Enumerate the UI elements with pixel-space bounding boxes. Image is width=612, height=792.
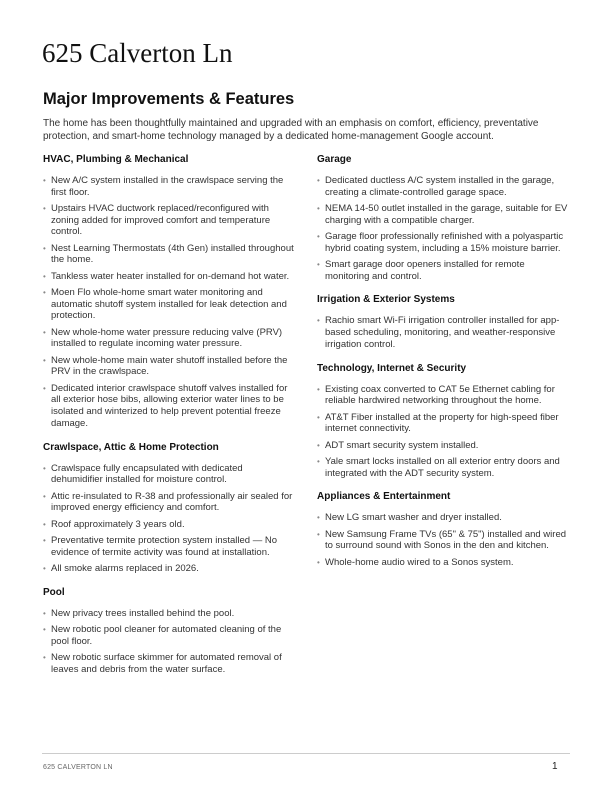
list-item: • New robotic pool cleaner for automated cleaning of the pool floor. <box>43 624 295 647</box>
list-item: • ADT smart security system installed. <box>317 440 569 452</box>
list-item: • Dedicated ductless A/C system installed in the garage, creating a climate-controlled garage space. <box>317 175 569 198</box>
list-item: • Attic re-insulated to R-38 and professionally air sealed for improved energy efficiency and comfort. <box>43 491 295 514</box>
list-item: • Whole-home audio wired to a Sonos system. <box>317 557 569 569</box>
bullet-list <box>317 315 569 350</box>
list-item: • Smart garage door openers installed for remote monitoring and control. <box>317 259 569 282</box>
bullet-list <box>317 512 569 568</box>
intro-paragraph: The home has been thoughtfully maintained and upgraded with an emphasis on comfort, efficiency, preventative protection, and smart-home technology managed by a dedicated home-management Google account. <box>43 118 539 142</box>
group-heading: Appliances & Entertainment <box>317 491 451 503</box>
group-garage <box>317 153 569 282</box>
page-number: 1 <box>552 761 558 772</box>
bullet-list <box>43 463 295 575</box>
footer-label: 625 CALVERTON LN <box>43 764 113 771</box>
group-heading: Irrigation & Exterior Systems <box>317 294 455 306</box>
right-column <box>317 153 569 579</box>
list-item: • Upstairs HVAC ductwork replaced/reconfigured with zoning added for improved comfort and temperature control. <box>43 203 295 238</box>
list-item: • Existing coax converted to CAT 5e Ethernet cabling for reliable hardwired networking throughout the home. <box>317 384 569 407</box>
list-item: • New LG smart washer and dryer installed. <box>317 512 569 524</box>
list-item: • New robotic surface skimmer for automated removal of leaves and debris from the water surface. <box>43 652 295 675</box>
list-item: • New privacy trees installed behind the pool. <box>43 608 295 620</box>
group-heading: HVAC, Plumbing & Mechanical <box>43 154 189 165</box>
list-item: • All smoke alarms replaced in 2026. <box>43 563 295 575</box>
list-item: • Crawlspace fully encapsulated with dedicated dehumidifier installed for moisture control. <box>43 463 295 486</box>
group-pool <box>43 586 295 676</box>
list-item: • Moen Flo whole-home smart water monitoring and automatic shutoff system installed for leak detection and protection. <box>43 287 295 322</box>
list-item: • New A/C system installed in the crawlspace serving the first floor. <box>43 175 295 198</box>
group-irrigation <box>317 293 569 350</box>
group-heading: Garage <box>317 154 352 165</box>
group-heading: Crawlspace, Attic & Home Protection <box>43 441 219 453</box>
section-heading: Major Improvements & Features <box>43 90 295 108</box>
list-item: • New Samsung Frame TVs (65" & 75") installed and wired to surround sound with Sonos in the den and kitchen. <box>317 529 569 552</box>
bullet-list <box>317 384 569 480</box>
group-heading: Pool <box>43 586 65 598</box>
list-item: • Preventative termite protection system installed — No evidence of termite activity was found at installation. <box>43 535 295 558</box>
group-hvac <box>43 153 295 430</box>
list-item: • Roof approximately 3 years old. <box>43 519 295 531</box>
list-item: • Nest Learning Thermostats (4th Gen) installed throughout the home. <box>43 243 295 266</box>
bullet-list <box>43 175 295 430</box>
list-item: • Dedicated interior crawlspace shutoff valves installed for all exterior hose bibs, allowing exterior water lines to be isolated and winterized to help prevent potential freeze damage. <box>43 383 295 430</box>
list-item: • Yale smart locks installed on all exterior entry doors and integrated with the ADT security system. <box>317 456 569 479</box>
group-crawlspace <box>43 441 295 575</box>
bullet-list <box>317 175 569 282</box>
list-item: • Rachio smart Wi-Fi irrigation controller installed for app-based scheduling, monitoring, and weather-responsive irrigation control. <box>317 315 569 350</box>
bullet-list <box>43 608 295 676</box>
group-heading: Technology, Internet & Security <box>317 362 467 374</box>
list-item: • NEMA 14-50 outlet installed in the garage, suitable for EV charging with a compatible charger. <box>317 203 569 226</box>
group-appliances <box>317 490 569 568</box>
list-item: • Garage floor professionally refinished with a polyaspartic hybrid coating system, including a 15% moisture barrier. <box>317 231 569 254</box>
list-item: • New whole-home main water shutoff installed before the PRV in the crawlspace. <box>43 355 295 378</box>
page-title: 625 Calverton Ln <box>42 38 233 68</box>
footer-divider <box>42 753 570 754</box>
group-technology <box>317 362 569 480</box>
list-item: • Tankless water heater installed for on-demand hot water. <box>43 271 295 283</box>
left-column <box>43 153 295 686</box>
list-item: • AT&T Fiber installed at the property for high-speed fiber internet connectivity. <box>317 412 569 435</box>
list-item: • New whole-home water pressure reducing valve (PRV) installed to regulate incoming water pressure. <box>43 327 295 350</box>
